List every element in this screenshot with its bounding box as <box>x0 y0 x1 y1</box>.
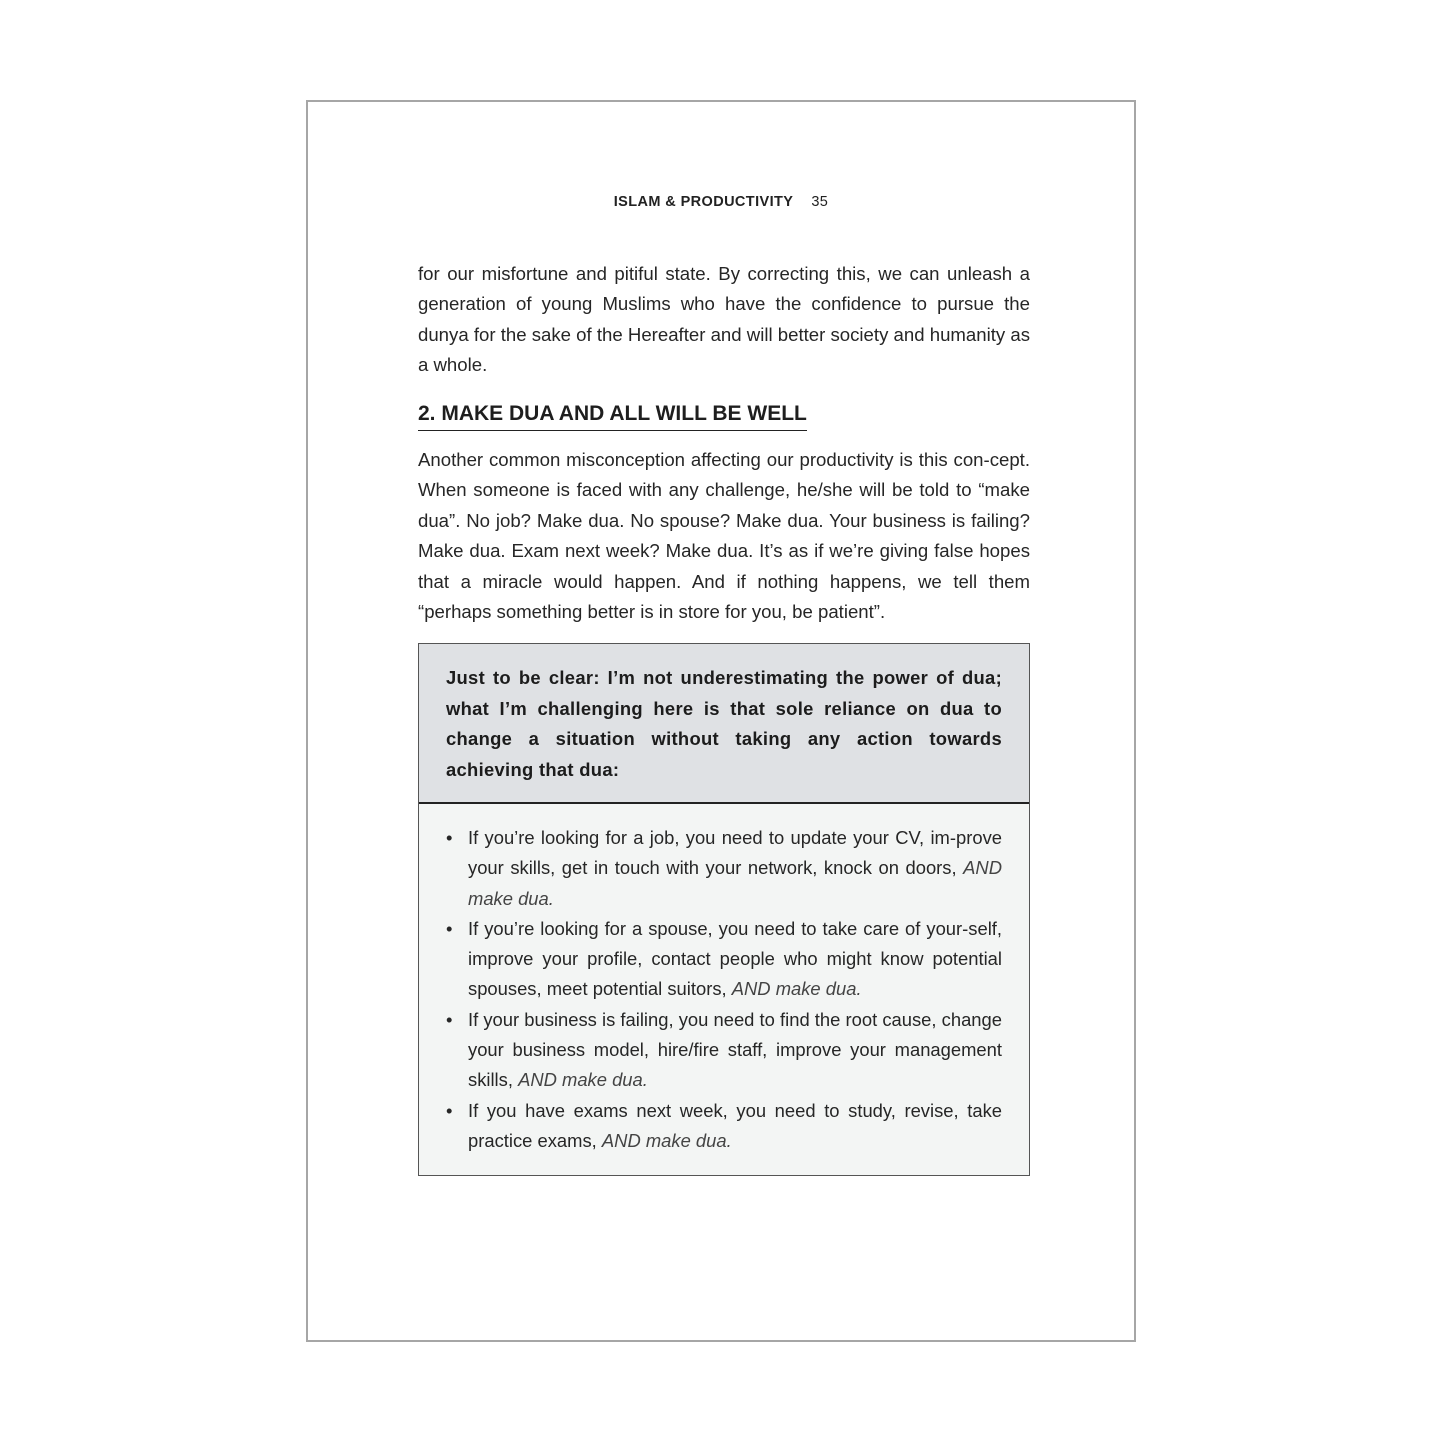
list-item-emphasis: AND make dua. <box>731 978 862 1000</box>
list-item-text: If you have exams next week, you need to study, revise, take practice exams, <box>468 1099 1002 1151</box>
list-item-emphasis: AND make dua. <box>601 1129 732 1151</box>
running-head <box>308 194 1134 210</box>
page-number: 35 <box>811 194 829 210</box>
bullet-icon: • <box>446 1008 453 1030</box>
list-item-text: If you’re looking for a spouse, you need to take care of your-self, improve your profile, contact people who might know potential spouses, meet potential suitors, <box>468 917 1002 1000</box>
callout-box <box>418 643 1030 1176</box>
bullet-icon: • <box>446 917 453 939</box>
list-item-text: If you’re looking for a job, you need to update your CV, im-prove your skills, get in touch with your network, knock on doors, <box>468 827 1002 879</box>
list-item-emphasis: AND make dua. <box>518 1069 648 1091</box>
book-page <box>306 100 1136 1342</box>
callout-header <box>419 644 1029 804</box>
bullet-icon: • <box>446 827 453 848</box>
list-item <box>446 823 1002 914</box>
list-item-text: If your business is failing, you need to find the root cause, change your business model, hire/fire staff, improve your management skills, <box>468 1008 1002 1091</box>
section-heading: 2. MAKE DUA AND ALL WILL BE WELL <box>418 402 807 431</box>
list-item-emphasis: AND make dua. <box>468 857 1002 909</box>
intro-paragraph: for our misfortune and pitiful state. By correcting this, we can unleash a generation of young Muslims who have the confidence to pursue the dunya for the sake of the Hereafter and will better society and humanity as a whole. <box>418 263 1030 376</box>
action-list <box>446 823 1002 1156</box>
running-head-title: ISLAM & PRODUCTIVITY <box>613 194 794 210</box>
list-item <box>446 1005 1002 1096</box>
callout-body <box>419 804 1029 1156</box>
bullet-icon: • <box>446 1099 453 1121</box>
list-item <box>446 914 1002 1005</box>
list-item <box>446 1096 1002 1157</box>
callout-heading-text: Just to be clear: I’m not underestimating the power of dua; what I’m challenging here is that sole reliance on dua to change a situation without taking any action towards achieving that dua: <box>446 667 1002 780</box>
section-paragraph: Another common misconception affecting our productivity is this con-cept. When someone is faced with any challenge, he/she will be told to “make dua”. No job? Make dua. No spouse? Make dua. Your business is failing? Make dua. Exam next week? Make dua. It’s as if we’re giving false hopes that a miracle would happen. And if nothing happens, we tell them “perhaps something better is in store for you, be patient”. <box>418 449 1030 623</box>
